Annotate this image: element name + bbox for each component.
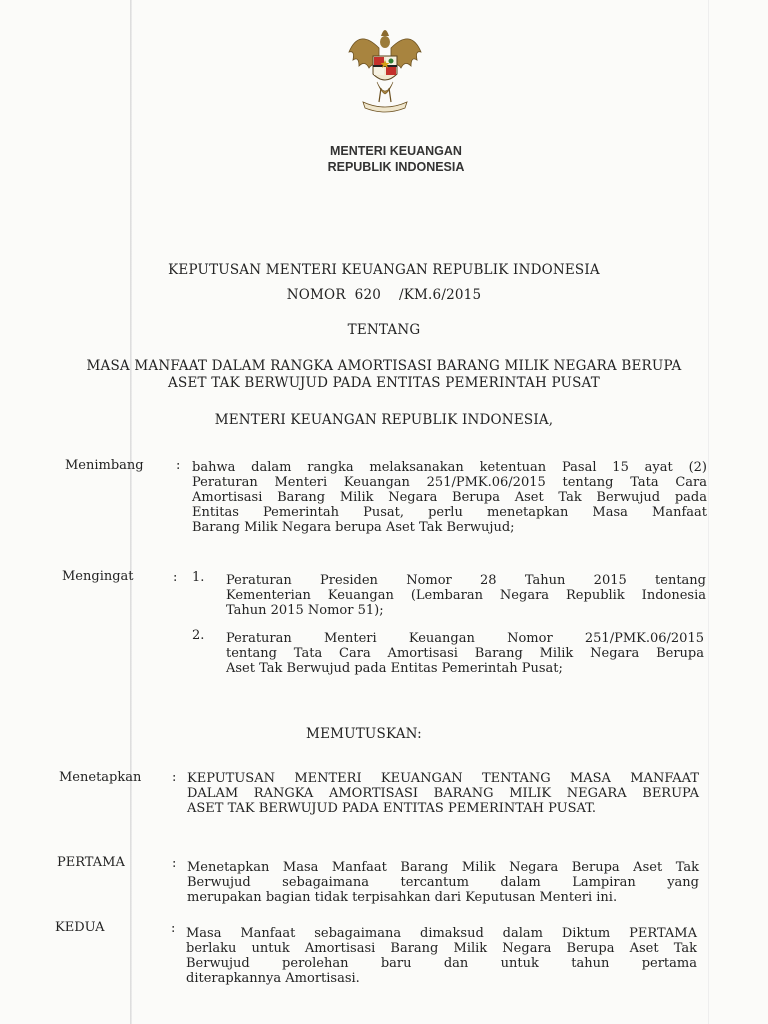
menimbang-line: Barang Milik Negara berupa Aset Tak Berwujud; xyxy=(192,520,515,535)
kedua-label: KEDUA xyxy=(55,920,105,935)
page-fold-line-right xyxy=(708,0,709,1024)
kedua-line: Berwujud perolehan baru dan untuk tahun pertama xyxy=(186,956,697,971)
mengingat-line: Peraturan Menteri Keuangan Nomor 251/PMK.06/2015 xyxy=(226,631,704,646)
mengingat-line: Kementerian Keuangan (Lembaran Negara Republik Indonesia xyxy=(226,588,706,603)
garuda-emblem-icon xyxy=(345,22,425,122)
menimbang-label: Menimbang xyxy=(65,458,144,473)
kedua-colon: : xyxy=(171,921,176,936)
kedua-text xyxy=(186,926,697,986)
subject-line-1: MASA MANFAAT DALAM RANGKA AMORTISASI BARANG MILIK NEGARA BERUPA xyxy=(86,358,682,374)
mengingat-item-2 xyxy=(226,631,704,676)
letterhead-line1: MENTERI KEUANGAN xyxy=(330,144,462,158)
menimbang-text xyxy=(192,460,707,535)
kedua-line: berlaku untuk Amortisasi Barang Milik Negara Berupa Aset Tak xyxy=(186,941,697,956)
menetapkan-colon: : xyxy=(172,770,177,785)
mengingat-line: tentang Tata Cara Amortisasi Barang Milik Negara Berupa xyxy=(226,646,704,661)
mengingat-line: Aset Tak Berwujud pada Entitas Pemerintah Pusat; xyxy=(226,661,563,676)
menimbang-line: bahwa dalam rangka melaksanakan ketentuan Pasal 15 ayat (2) xyxy=(192,460,707,475)
pertama-line: merupakan bagian tidak terpisahkan dari Keputusan Menteri ini. xyxy=(187,890,618,905)
about-heading: TENTANG xyxy=(347,322,421,338)
pertama-line: Menetapkan Masa Manfaat Barang Milik Negara Berupa Aset Tak xyxy=(187,860,699,875)
kedua-line: diterapkannya Amortisasi. xyxy=(186,971,360,986)
menimbang-colon: : xyxy=(176,458,181,473)
pertama-text xyxy=(187,860,699,905)
mengingat-label: Mengingat xyxy=(62,569,134,584)
decree-title: KEPUTUSAN MENTERI KEUANGAN REPUBLIK INDONESIA xyxy=(168,262,600,278)
page-fold-line xyxy=(130,0,132,1024)
mengingat-line: Peraturan Presiden Nomor 28 Tahun 2015 tentang xyxy=(226,573,706,588)
pertama-line: Berwujud sebagaimana tercantum dalam Lampiran yang xyxy=(187,875,699,890)
pertama-label: PERTAMA xyxy=(57,855,125,870)
menetapkan-line: DALAM RANGKA AMORTISASI BARANG MILIK NEGARA BERUPA xyxy=(187,786,699,801)
memutuskan-heading: MEMUTUSKAN: xyxy=(306,726,422,742)
menetapkan-line: KEPUTUSAN MENTERI KEUANGAN TENTANG MASA MANFAAT xyxy=(187,771,699,786)
mengingat-item-1 xyxy=(226,573,706,618)
menimbang-line: Entitas Pemerintah Pusat, perlu menetapkan Masa Manfaat xyxy=(192,505,707,520)
menetapkan-line: ASET TAK BERWUJUD PADA ENTITAS PEMERINTAH PUSAT. xyxy=(187,801,597,816)
mengingat-item-number: 2. xyxy=(192,628,205,643)
letterhead xyxy=(296,143,496,175)
issuer-heading: MENTERI KEUANGAN REPUBLIK INDONESIA, xyxy=(214,412,554,428)
letterhead-line2: REPUBLIK INDONESIA xyxy=(327,160,465,174)
decree-number: NOMOR 620 /KM.6/2015 xyxy=(286,287,482,303)
mengingat-line: Tahun 2015 Nomor 51); xyxy=(226,603,384,618)
mengingat-colon: : xyxy=(173,570,178,585)
menetapkan-text xyxy=(187,771,699,816)
menimbang-line: Amortisasi Barang Milik Negara Berupa Aset Tak Berwujud pada xyxy=(192,490,707,505)
pertama-colon: : xyxy=(172,856,177,871)
mengingat-item-number: 1. xyxy=(192,570,205,585)
subject-line-2: ASET TAK BERWUJUD PADA ENTITAS PEMERINTAH PUSAT xyxy=(168,375,600,391)
menetapkan-label: Menetapkan xyxy=(59,770,142,785)
menimbang-line: Peraturan Menteri Keuangan 251/PMK.06/2015 tentang Tata Cara xyxy=(192,475,707,490)
kedua-line: Masa Manfaat sebagaimana dimaksud dalam Diktum PERTAMA xyxy=(186,926,697,941)
